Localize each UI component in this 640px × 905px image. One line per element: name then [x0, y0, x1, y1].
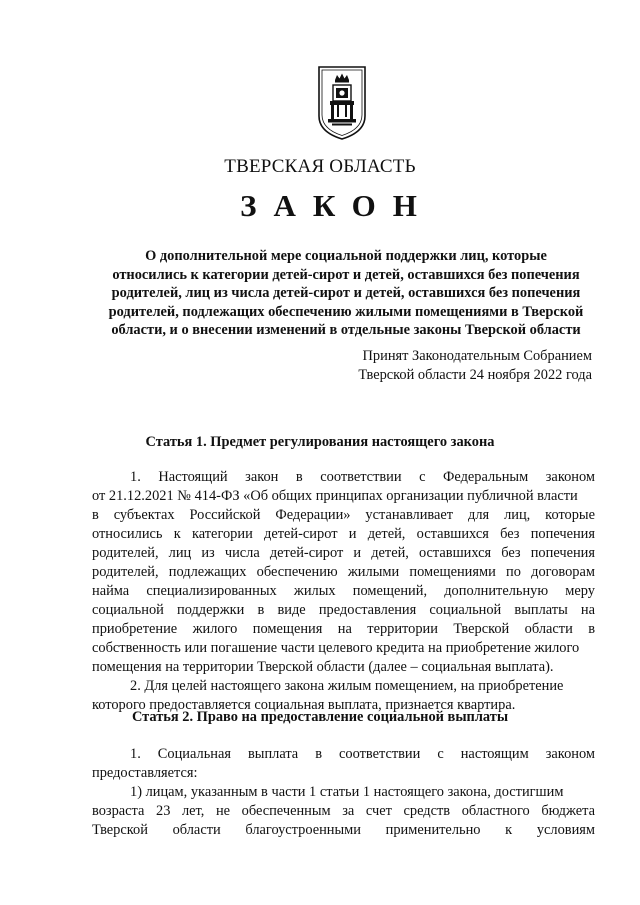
- coat-of-arms-emblem: [318, 66, 366, 140]
- paragraph-line: предоставляется:: [92, 765, 198, 781]
- law-title: [92, 247, 600, 340]
- paragraph-line: 1. Настоящий закон в соответствии с Федеральным законом: [130, 469, 595, 485]
- paragraph-line: от 21.12.2021 № 414-ФЗ «Об общих принципах организации публичной власти: [92, 488, 578, 504]
- law-title-line: области, и о внесении изменений в отдельные законы Тверской области: [111, 322, 581, 339]
- law-title-line: родителей, лиц из числа детей-сирот и детей, оставшихся без попечения: [111, 285, 581, 302]
- law-title-line: О дополнительной мере социальной поддержки лиц, которые: [145, 248, 547, 264]
- law-title-line: относились к категории детей-сирот и детей, оставшихся без попечения: [112, 266, 580, 283]
- article-1-body: [92, 468, 595, 715]
- paragraph-line: относились к категории детей-сирот и детей, оставшихся без попечения: [92, 526, 595, 542]
- paragraph-line: помещения на территории Тверской области (далее – социальная выплата).: [92, 659, 554, 675]
- paragraph-line: в субъектах Российской Федерации» устанавливает для лиц, которые: [92, 507, 595, 523]
- adoption-note: [358, 347, 592, 385]
- coat-of-arms-icon: [318, 66, 366, 140]
- document-type: ЗАКОН: [240, 188, 434, 223]
- paragraph-line: найма специализированных жилых помещений, дополнительную меру: [92, 583, 595, 599]
- paragraph-line: 1) лицам, указанным в части 1 статьи 1 настоящего закона, достигшим: [130, 784, 564, 800]
- paragraph-line: родителей, подлежащих обеспечению жилыми помещениями по договорам: [92, 564, 595, 580]
- law-title-line: родителей, подлежащих обеспечению жилыми помещениями в Тверской: [108, 303, 584, 320]
- paragraph-line: 2. Для целей настоящего закона жилым помещением, на приобретение: [130, 678, 564, 694]
- region-name: ТВЕРСКАЯ ОБЛАСТЬ: [224, 156, 416, 177]
- paragraph-line: приобретение жилого помещения на территории Тверской области в: [92, 621, 595, 637]
- paragraph-line: собственность или погашение части целевого кредита на приобретение жилого: [92, 640, 580, 656]
- paragraph-line: Тверской области благоустроенными применительно к условиям: [92, 822, 595, 838]
- paragraph-line: возраста 23 лет, не обеспеченным за счет средств областного бюджета: [92, 803, 595, 819]
- paragraph-line: социальной поддержки в виде предоставления социальной выплаты на: [92, 602, 595, 618]
- paragraph-line: 1. Социальная выплата в соответствии с настоящим законом: [130, 746, 595, 762]
- adoption-line: Принят Законодательным Собранием: [362, 348, 592, 364]
- article-2-heading: Статья 2. Право на предоставление социальной выплаты: [131, 709, 509, 725]
- adoption-line: Тверской области 24 ноября 2022 года: [358, 367, 592, 383]
- paragraph-line: родителей, лиц из числа детей-сирот и детей, оставшихся без попечения: [92, 545, 595, 561]
- article-2-body: [92, 745, 595, 840]
- article-1-heading: Статья 1. Предмет регулирования настоящего закона: [145, 434, 495, 450]
- paragraph-line: которого предоставляется социальная выплата, признается квартира.: [92, 697, 516, 713]
